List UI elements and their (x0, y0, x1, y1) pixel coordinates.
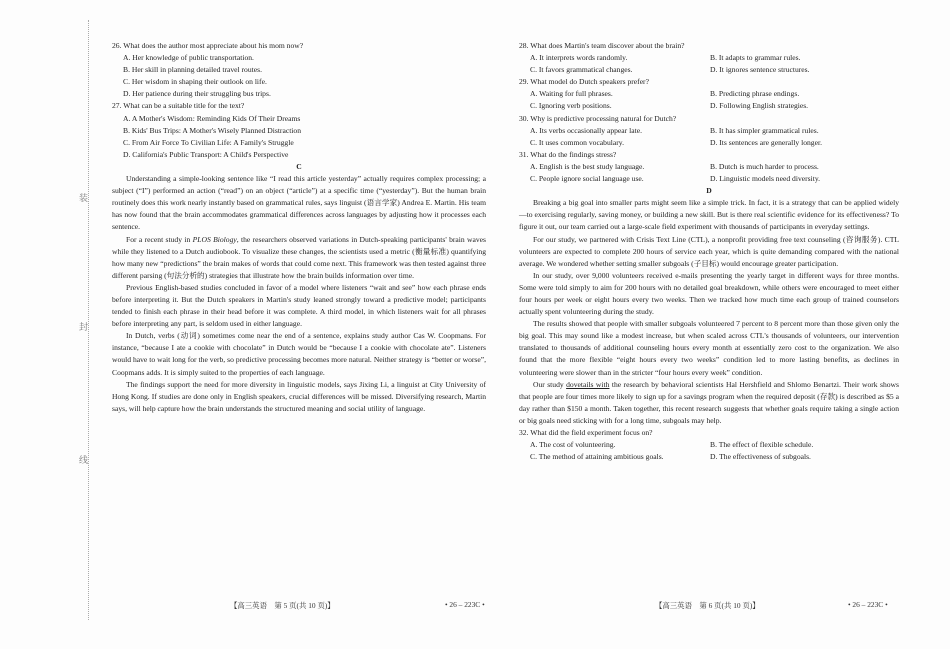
option: A. It interprets words randomly. (530, 53, 628, 63)
section-c-heading: C (296, 161, 302, 171)
option: C. People ignore social language use. (530, 174, 644, 184)
option: D. Linguistic models need diversity. (710, 174, 821, 184)
question-28: 28. What does Martin's team discover about the brain? (519, 41, 685, 50)
left-column (112, 40, 486, 415)
option-row (530, 173, 899, 185)
option: D. It ignores sentence structures. (710, 65, 810, 75)
passage-paragraph: Understanding a simple-looking sentence like “I read this article yesterday” actually requires complex processing; a subject (“I”) performed an action (“read”) on an object (“article”) at a specific time (“yesterday”). But the human brain routinely does this work nearly instantly based on grammatical rules, says linguist (语言学家) Andrea E. Martin. His team has now found that the brain accommodates grammatical differences across languages by adjusting how it processes each sentence. (112, 174, 486, 232)
option: B. Her skill in planning detailed travel routes. (123, 65, 262, 75)
text-span: the research by behavioral scientists Hal Hershfield and Shlomo Benartzi. Their work shows that people are four times more likely to sign up for a savings program when the required deposit (存款) is described as $5 a day rather than $150 a month. Taken together, this recent research suggests that whether goals require taking a single action or big goals need sticking with for a long time, subgoals may help. (519, 379, 899, 425)
binding-line (88, 20, 89, 620)
option: C. The method of attaining ambitious goals. (530, 452, 664, 462)
option: B. It has simpler grammatical rules. (710, 125, 819, 135)
option: B. Kids' Bus Trips: A Mother's Wisely Planned Distraction (123, 125, 302, 135)
passage-paragraph: The findings support the need for more diversity in linguistic models, says Jixing Li, a linguist at City University of Hong Kong. If studies are done only in English speakers, crucial differences will be missed. Diversifying research, Martin says, will help capture how the brain understands the structured meaning and social utility of language. (112, 379, 486, 413)
option: D. Following English strategies. (710, 101, 809, 111)
option: B. It adapts to grammar rules. (710, 53, 801, 63)
passage-paragraph: Breaking a big goal into smaller parts might seem like a simple trick. In fact, it is a strategy that can be applied widely—to exercising regularly, saving money, or building a new skill. But is there real scientific evidence for its effectiveness? To figure it out, our team carried out a large-scale field experiment with thousands of participants in everyday settings. (519, 198, 899, 232)
passage-paragraph: The results showed that people with smaller subgoals volunteered 7 percent to 8 percent more than those given only the big goal. This may sound like a modest increase, but when scaled across CTL's thousands of volunteers, our intervention translated to thousands of additional counseling hours every month at essentially zero cost to the organization. We also found that the more flexible “eight hours every two weeks” condition led to more lasting benefits, as declines in volunteering were slower than in the stricter “four hours every week” condition. (519, 319, 899, 377)
text-span: For a recent study in (126, 234, 193, 244)
passage-paragraph: In Dutch, verbs (动词) sometimes come near the end of a sentence, explains study author Cas W. Coopmans. For instance, “because I ate a cookie with chocolate” in Dutch would be “because I a cookie with chocolate ate”. Listeners would have to wait long for the verb, so predictive processing becomes more natural. Neither strategy is “better or worse”, Coopmans adds. It is simply suited to the properties of each language. (112, 331, 486, 377)
option-row (530, 161, 899, 173)
option: D. The effectiveness of subgoals. (710, 452, 811, 462)
option: D. Her patience during their struggling bus trips. (123, 89, 271, 99)
option: A. A Mother's Wisdom: Reminding Kids Of Their Dreams (123, 113, 301, 123)
underlined-phrase: dovetails with (566, 379, 610, 389)
option: A. The cost of volunteering. (530, 440, 616, 450)
option: B. Dutch is much harder to process. (710, 161, 819, 171)
option-row (530, 451, 899, 463)
binding-mark: 装 (79, 193, 89, 203)
option-row (530, 64, 899, 76)
journal-name: PLOS Biology (192, 234, 237, 244)
question-31: 31. What do the findings stress? (519, 149, 617, 159)
option: C. Ignoring verb positions. (530, 101, 612, 111)
option-row (530, 52, 899, 64)
question-30: 30. Why is predictive processing natural for Dutch? (519, 113, 677, 123)
option: D. California's Public Transport: A Child's Perspective (123, 149, 289, 159)
right-column (519, 40, 899, 463)
option-row (530, 88, 899, 100)
passage-paragraph: In our study, over 9,000 volunteers received e-mails presenting the yearly target in different ways for three months. Some were told simply to aim for 200 hours with no detailed goal breakdown, while others were encouraged to meet either four hours per week or eight hours every two weeks. Then we tracked how much time each group of trained counselors actually spent volunteering during the study. (519, 270, 899, 317)
option: B. Predicting phrase endings. (710, 89, 800, 99)
footer-page-label: 【高三英语 第 6 页(共 10 页)】 (655, 601, 760, 610)
option-row (530, 100, 899, 112)
footer-page-label: 【高三英语 第 5 页(共 10 页)】 (230, 601, 335, 610)
option: A. Her knowledge of public transportation. (123, 53, 254, 63)
option: C. It favors grammatical changes. (530, 65, 633, 75)
option: C. It uses common vocabulary. (530, 137, 624, 147)
footer-code: • 26 – 223C • (445, 600, 485, 609)
question-32: 32. What did the field experiment focus on? (519, 428, 653, 437)
text-span: , the researchers observed variations in Dutch-speaking participants' brain waves while they listened to a Dutch audiobook. To visualize these changes, the scientists used a metric (衡量标准) quantifying how many new “predictions” the brain makes of words that could come next. This framework was then tested against three different parsing (句法分析的) strategies that illustrate how the brain builds information over time. (112, 234, 486, 280)
passage-paragraph: Previous English-based studies concluded in favor of a model where listeners “wait and see” how each phrase ends before interpreting it. But the Dutch speakers in Martin's study leaned strongly toward a predictive model; participants tended to finish each phrase in their head before it was complete. A third model, in which listeners wait for all phrases before interpreting any part, is seldom used in either language. (112, 282, 486, 329)
question-29: 29. What model do Dutch speakers prefer? (519, 77, 649, 87)
option: C. Her wisdom in shaping their outlook on life. (123, 77, 267, 87)
passage-paragraph (112, 234, 486, 282)
option: A. Its verbs occasionally appear late. (530, 125, 642, 135)
section-d-heading: D (706, 186, 712, 196)
option-row (530, 137, 899, 149)
option-row (530, 125, 899, 137)
question-26: 26. What does the author most appreciate about his mom now? (112, 41, 304, 50)
question-27: 27. What can be a suitable title for the text? (112, 101, 245, 111)
text-span: Our study (533, 379, 567, 389)
footer-code: • 26 – 223C • (848, 600, 888, 609)
binding-mark: 线 (79, 455, 89, 465)
passage-paragraph (519, 379, 899, 427)
option: D. Its sentences are generally longer. (710, 137, 822, 147)
option: A. Waiting for full phrases. (530, 89, 613, 99)
binding-mark: 封 (79, 322, 89, 332)
option: B. The effect of flexible schedule. (710, 440, 814, 450)
option: A. English is the best study language. (530, 161, 645, 171)
option: C. From Air Force To Civilian Life: A Family's Struggle (123, 137, 294, 147)
option-row (530, 439, 899, 451)
passage-paragraph: For our study, we partnered with Crisis Text Line (CTL), a nonprofit providing free text counseling (咨询服务). CTL volunteers are expected to complete 200 hours of service each year, which is quite demanding compared with the national average. We wondered whether setting smaller subgoals (子目标) would encourage greater participation. (519, 234, 899, 268)
